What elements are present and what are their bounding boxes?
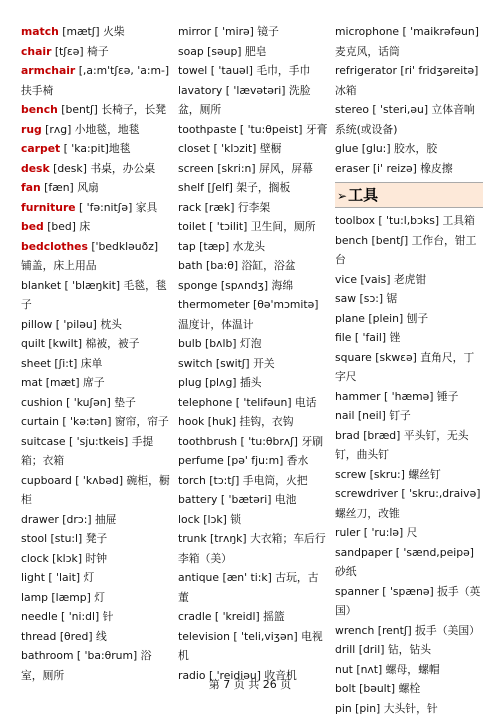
vocab-entry [178,120,328,140]
page-footer: 第 7 页 共 26 页 [208,678,292,691]
vocab-definition: [ 'ni:dl] 针 [57,610,114,623]
vocab-definition: [klɔk] 时钟 [48,551,108,565]
vocab-word: plug [178,376,202,389]
vocab-definition: [ 'kreidl] 摇篮 [211,610,285,623]
vocab-word: furniture [21,200,76,214]
vocab-definition: [sɔ:] 锯 [356,292,398,305]
vocab-definition: [bentʃ] 工作台，钳工台 [335,233,477,266]
vocab-definition: [ 'tauəl] 毛巾，手巾 [207,64,311,77]
column-2 [178,22,328,685]
vocab-definition: [glu:] 胶水，胶 [358,142,438,155]
vocab-definition: [mæt] 席子 [42,376,105,389]
vocab-entry [21,393,171,413]
vocab-entry [178,334,328,354]
vocab-entry [335,523,483,543]
vocab-word: bolt [335,682,356,695]
vocab-word: hammer [335,389,381,403]
vocab-word: microphone [335,25,400,38]
vocab-definition: [stu:l] 凳子 [47,532,108,545]
vocab-entry [21,627,171,647]
vocab-word: nut [335,662,353,676]
vocab-definition: [ 'lait] 灯 [44,571,95,584]
vocab-definition: [kwilt] 棉被，被子 [44,337,140,350]
vocab-definition: [ 'blæŋkit] 毛毯，毯子 [21,278,167,311]
vocab-definition: [pə' fju:m] 香水 [223,454,309,467]
vocab-word: screwdriver [335,487,398,500]
vocab-entry [21,159,171,179]
section-heading-text: 工具 [348,186,379,204]
vocab-definition: [ 'fə:nitʃə] 家具 [75,200,158,214]
vocab-entry [335,289,483,309]
vocab-definition: [skri:n] 屏风，屏幕 [213,161,313,175]
vocab-entry [178,510,328,530]
vocab-word: fan [21,181,41,194]
vocab-entry [178,393,328,413]
vocab-definition: [bʌlb] 灯泡 [201,337,262,350]
vocab-word: bed [21,220,44,233]
vocab-definition: [ 'piləu] 枕头 [52,317,122,331]
vocab-definition: [switʃ] 开关 [212,356,275,370]
vocab-definition: [ 'bætəri] 电池 [217,493,297,506]
vocab-word: curtain [21,415,59,428]
vocab-entry [21,334,171,354]
vocab-word: toothbrush [178,434,238,448]
vocab-word: eraser [335,161,370,175]
vocab-word: carpet [21,142,61,155]
vocab-word: perfume [178,454,224,467]
vocab-definition: [ 'tɔilit] 卫生间，厕所 [205,220,316,233]
vocab-entry [335,406,483,426]
vocab-word: torch [178,473,206,487]
vocab-definition: [ 'spænə] 扳手（英国） [335,584,481,617]
vocab-entry [335,270,483,290]
vocab-entry [335,61,483,100]
vocab-definition: [plʌg] 插头 [201,376,262,389]
vocab-entry [335,640,483,660]
vocab-word: sandpaper [335,545,393,559]
vocab-definition: [ʃelf] 架子，搁板 [203,181,291,194]
vocab-definition: [desk] 书桌，办公桌 [49,161,156,175]
vocab-word: shelf [178,181,204,194]
vocab-word: pillow [21,317,53,331]
vocab-entry [21,61,171,100]
vocab-entry [178,159,328,179]
vocab-entry [178,256,328,276]
vocab-entry [335,211,483,231]
vocab-definition: [ 'skru:,draivə] 螺丝刀，改锥 [335,487,481,520]
vocab-entry [21,237,171,276]
vocab-definition: [plein] 刨子 [364,311,429,325]
vocab-definition: [vais] 老虎钳 [356,272,427,286]
vocab-entry [178,607,328,627]
vocab-definition: [ 'sænd,peipə] 砂纸 [335,545,474,578]
vocab-word: brad [335,428,360,442]
vocab-entry [21,276,171,315]
vocab-entry [21,412,171,432]
vocab-word: toothpaste [178,122,237,136]
vocab-definition: [ri' fridʒəreitə] 冰箱 [335,64,479,97]
vocab-word: bench [335,233,369,247]
vocab-word: cradle [178,610,212,623]
vocab-definition: [tʃɛə] 椅子 [51,44,109,58]
vocab-word: light [21,571,45,584]
vocab-definition: [tæp] 水龙头 [195,239,266,253]
vocab-definition: [ 'klɔzit] 壁橱 [210,142,282,155]
vocab-entry [335,159,483,179]
vocab-entry [21,178,171,198]
vocab-entry [178,432,328,452]
vocab-word: trunk [178,532,207,545]
vocab-entry [178,217,328,237]
vocab-definition: [ 'tu:l,bɔks] 工具箱 [374,214,475,227]
vocab-entry [21,373,171,393]
vocab-definition: [bed] 床 [43,220,91,233]
vocab-word: square [335,350,372,364]
vocab-definition: [ 'telifəun] 电话 [232,395,317,409]
vocab-definition: ['bedkləuðz] 铺盖，床上用品 [21,239,159,272]
vocab-definition: [læmp] 灯 [48,590,106,604]
vocab-definition: [mætʃ] 火柴 [58,25,125,38]
vocab-definition: [ 'maikrəfəun] 麦克风，话筒 [335,25,479,58]
vocab-word: screen [178,161,214,175]
vocab-definition: [ 'ka:pit]地毯 [60,142,131,155]
vocab-definition: [pin] 大头针，针 [351,701,438,715]
vocab-word: vice [335,272,357,286]
vocab-entry [178,471,328,491]
vocab-entry [335,22,483,61]
vocab-word: ruler [335,526,361,539]
vocab-word: antique [178,571,220,584]
vocab-word: switch [178,356,213,370]
vocab-entry [21,471,171,510]
vocab-entry [21,120,171,140]
vocab-definition: [i' reizə] 橡皮擦 [369,161,453,175]
vocab-entry [335,309,483,329]
vocab-word: bedclothes [21,239,88,253]
vocab-word: clock [21,551,49,565]
vocab-definition: [ 'tu:θbrʌʃ] 牙刷 [237,434,324,448]
vocab-word: bench [21,103,58,116]
vocab-word: bathroom [21,649,74,662]
vocab-word: quilt [21,337,45,350]
vocab-word: telephone [178,395,233,409]
vocab-word: thermometer [178,298,250,311]
vocab-entry [178,568,328,607]
vocab-definition: [huk] 挂钩，衣钩 [204,415,294,428]
vocab-entry [21,549,171,569]
vocab-word: chair [21,44,52,58]
vocab-entry [178,81,328,120]
vocab-entry [178,529,328,568]
vocab-definition: [nʌt] 螺母，螺帽 [352,662,440,676]
vocab-word: desk [21,161,50,175]
vocab-definition: [trʌŋk] 大衣箱；车后行李箱（美） [178,532,326,565]
vocab-entry [178,490,328,510]
arrow-icon: ➢ [337,189,348,203]
vocab-word: spanner [335,584,379,598]
vocab-word: drawer [21,512,59,526]
vocab-definition: [ʃi:t] 床单 [51,356,103,370]
vocab-entry [178,276,328,296]
vocab-entry [335,465,483,485]
vocab-definition: [ 'steri,əu] 立体音响系统(或设备) [335,103,475,136]
vocab-word: soap [178,44,204,58]
vocab-definition: [ 'ba:θrum] 浴室，厕所 [21,649,152,682]
vocab-word: drill [335,643,356,656]
vocab-definition: [səup] 肥皂 [203,44,267,58]
vocab-definition: [lɔk] 锁 [199,512,242,526]
vocab-definition: [rʌg] 小地毯，地毯 [41,122,140,136]
vocab-word: toilet [178,220,206,233]
vocab-entry [178,178,328,198]
vocab-definition: [θred] 线 [56,629,107,643]
vocab-entry [335,348,483,387]
vocab-definition: [ræk] 行李架 [201,200,271,214]
vocab-word: battery [178,493,218,506]
vocab-entry [21,22,171,42]
section-heading [335,182,483,208]
vocab-definition: [ba:θ] 浴缸，浴盆 [202,259,296,272]
vocab-word: screw [335,467,367,481]
vocab-definition: [,a:m'tʃɛə, 'a:m-] 扶手椅 [21,64,170,97]
vocab-word: wrench [335,623,375,637]
vocab-definition: [ 'tu:θpeist] 牙膏 [236,122,328,136]
vocab-entry [178,237,328,257]
vocab-entry [178,22,328,42]
vocab-word: sponge [178,278,218,292]
vocab-word: closet [178,142,211,155]
vocab-entry [21,139,171,159]
vocab-entry [335,543,483,582]
vocab-entry [178,61,328,81]
vocab-entry [21,354,171,374]
vocab-definition: [bəult] 螺栓 [355,682,421,695]
vocab-word: stereo [335,103,369,116]
vocab-definition: [æn' ti:k] 古玩，古董 [178,571,319,604]
vocab-definition: [ 'kʌbəd] 碗柜，橱柜 [21,473,170,506]
vocab-entry [21,607,171,627]
vocab-entry [335,621,483,641]
vocab-entry [335,426,483,465]
vocab-word: match [21,25,59,38]
vocab-entry [335,139,483,159]
vocab-word: cupboard [21,473,72,487]
vocab-entry [335,231,483,270]
vocab-definition: [ 'fail] 锉 [351,331,401,344]
vocab-definition: [ 'kuʃən] 垫子 [62,395,136,409]
vocab-entry [21,529,171,549]
vocab-word: glue [335,142,359,155]
vocab-word: lavatory [178,83,223,97]
vocab-definition: [ 'kə:tən] 窗帘，帘子 [58,415,169,428]
vocab-entry [21,432,171,471]
vocab-word: bulb [178,337,202,350]
vocab-entry [21,217,171,237]
vocab-definition: [tɔ:tʃ] 手电筒，火把 [205,473,308,487]
vocab-word: file [335,331,352,344]
vocab-definition: [ 'sju:tkeis] 手提箱；衣箱 [21,434,154,467]
vocab-word: stool [21,532,48,545]
vocab-word: thread [21,629,57,643]
vocab-word: pin [335,701,352,715]
vocab-entry [178,373,328,393]
vocab-entry [21,588,171,608]
vocab-word: tap [178,239,196,253]
vocab-word: hook [178,415,205,428]
vocab-definition: [drɔ:] 抽屉 [58,512,117,526]
vocab-definition: [ 'teli,viʒən] 电视机 [178,629,323,662]
vocab-word: cushion [21,395,63,409]
vocab-entry [178,139,328,159]
vocab-entry [178,451,328,471]
vocab-word: rack [178,200,202,214]
vocab-entry [178,295,328,334]
vocab-definition: [bræd] 平头钉，无头钉，曲头钉 [335,428,469,461]
vocab-entry [21,198,171,218]
vocab-word: television [178,629,230,643]
vocab-entry [335,328,483,348]
vocab-entry [178,354,328,374]
vocab-definition: [rentʃ] 扳手（美国） [374,623,480,637]
vocab-word: needle [21,610,58,623]
vocab-definition: [neil] 钉子 [354,409,411,422]
vocab-entry [21,42,171,62]
vocab-word: mat [21,376,43,389]
vocab-definition: [dril] 钻，钻头 [355,643,432,656]
vocab-entry [178,627,328,666]
vocab-word: refrigerator [335,64,397,77]
vocab-word: blanket [21,278,62,292]
vocab-definition: [ 'lævətəri] 洗脸盆，厕所 [178,83,311,116]
vocab-word: rug [21,122,42,136]
vocab-entry [21,510,171,530]
vocab-definition: [bentʃ] 长椅子，长凳 [57,103,167,116]
vocab-entry [335,484,483,523]
vocab-entry [178,412,328,432]
vocab-entry [335,387,483,407]
vocab-word: sheet [21,356,51,370]
vocab-word: saw [335,292,357,305]
vocab-definition: [θə'mɔmitə] 温度计，体温计 [178,298,319,331]
vocab-definition: [fæn] 风扇 [40,181,99,194]
vocab-definition: [ 'ru:lə] 尺 [360,526,418,539]
vocab-word: bath [178,259,203,272]
vocab-word: lock [178,512,200,526]
vocab-entry [21,568,171,588]
vocab-word: radio [178,668,206,682]
vocab-entry [21,315,171,335]
vocab-word: armchair [21,64,76,77]
vocab-entry [178,198,328,218]
vocab-entry [21,100,171,120]
vocab-definition: [ 'reidiəu] 收音机 [205,668,297,682]
vocab-word: nail [335,409,355,422]
vocab-word: suitcase [21,434,66,448]
vocab-word: toolbox [335,214,375,227]
vocab-word: mirror [178,25,212,38]
vocab-definition: [ 'mirə] 镜子 [211,25,279,38]
column-1 [21,22,171,685]
vocab-definition: [skwɛə] 直角尺，丁字尺 [335,350,475,383]
vocab-entry [178,42,328,62]
vocab-entry [335,699,483,718]
vocab-word: towel [178,64,208,77]
vocab-entry [335,582,483,621]
vocab-definition: [ 'hæmə] 锤子 [380,389,459,403]
vocab-entry [335,100,483,139]
vocab-definition: [spʌndʒ] 海绵 [217,278,294,292]
vocab-word: plane [335,311,365,325]
vocab-word: lamp [21,590,48,604]
column-3 [335,22,483,718]
vocab-definition: [skru:] 螺丝钉 [366,467,441,481]
